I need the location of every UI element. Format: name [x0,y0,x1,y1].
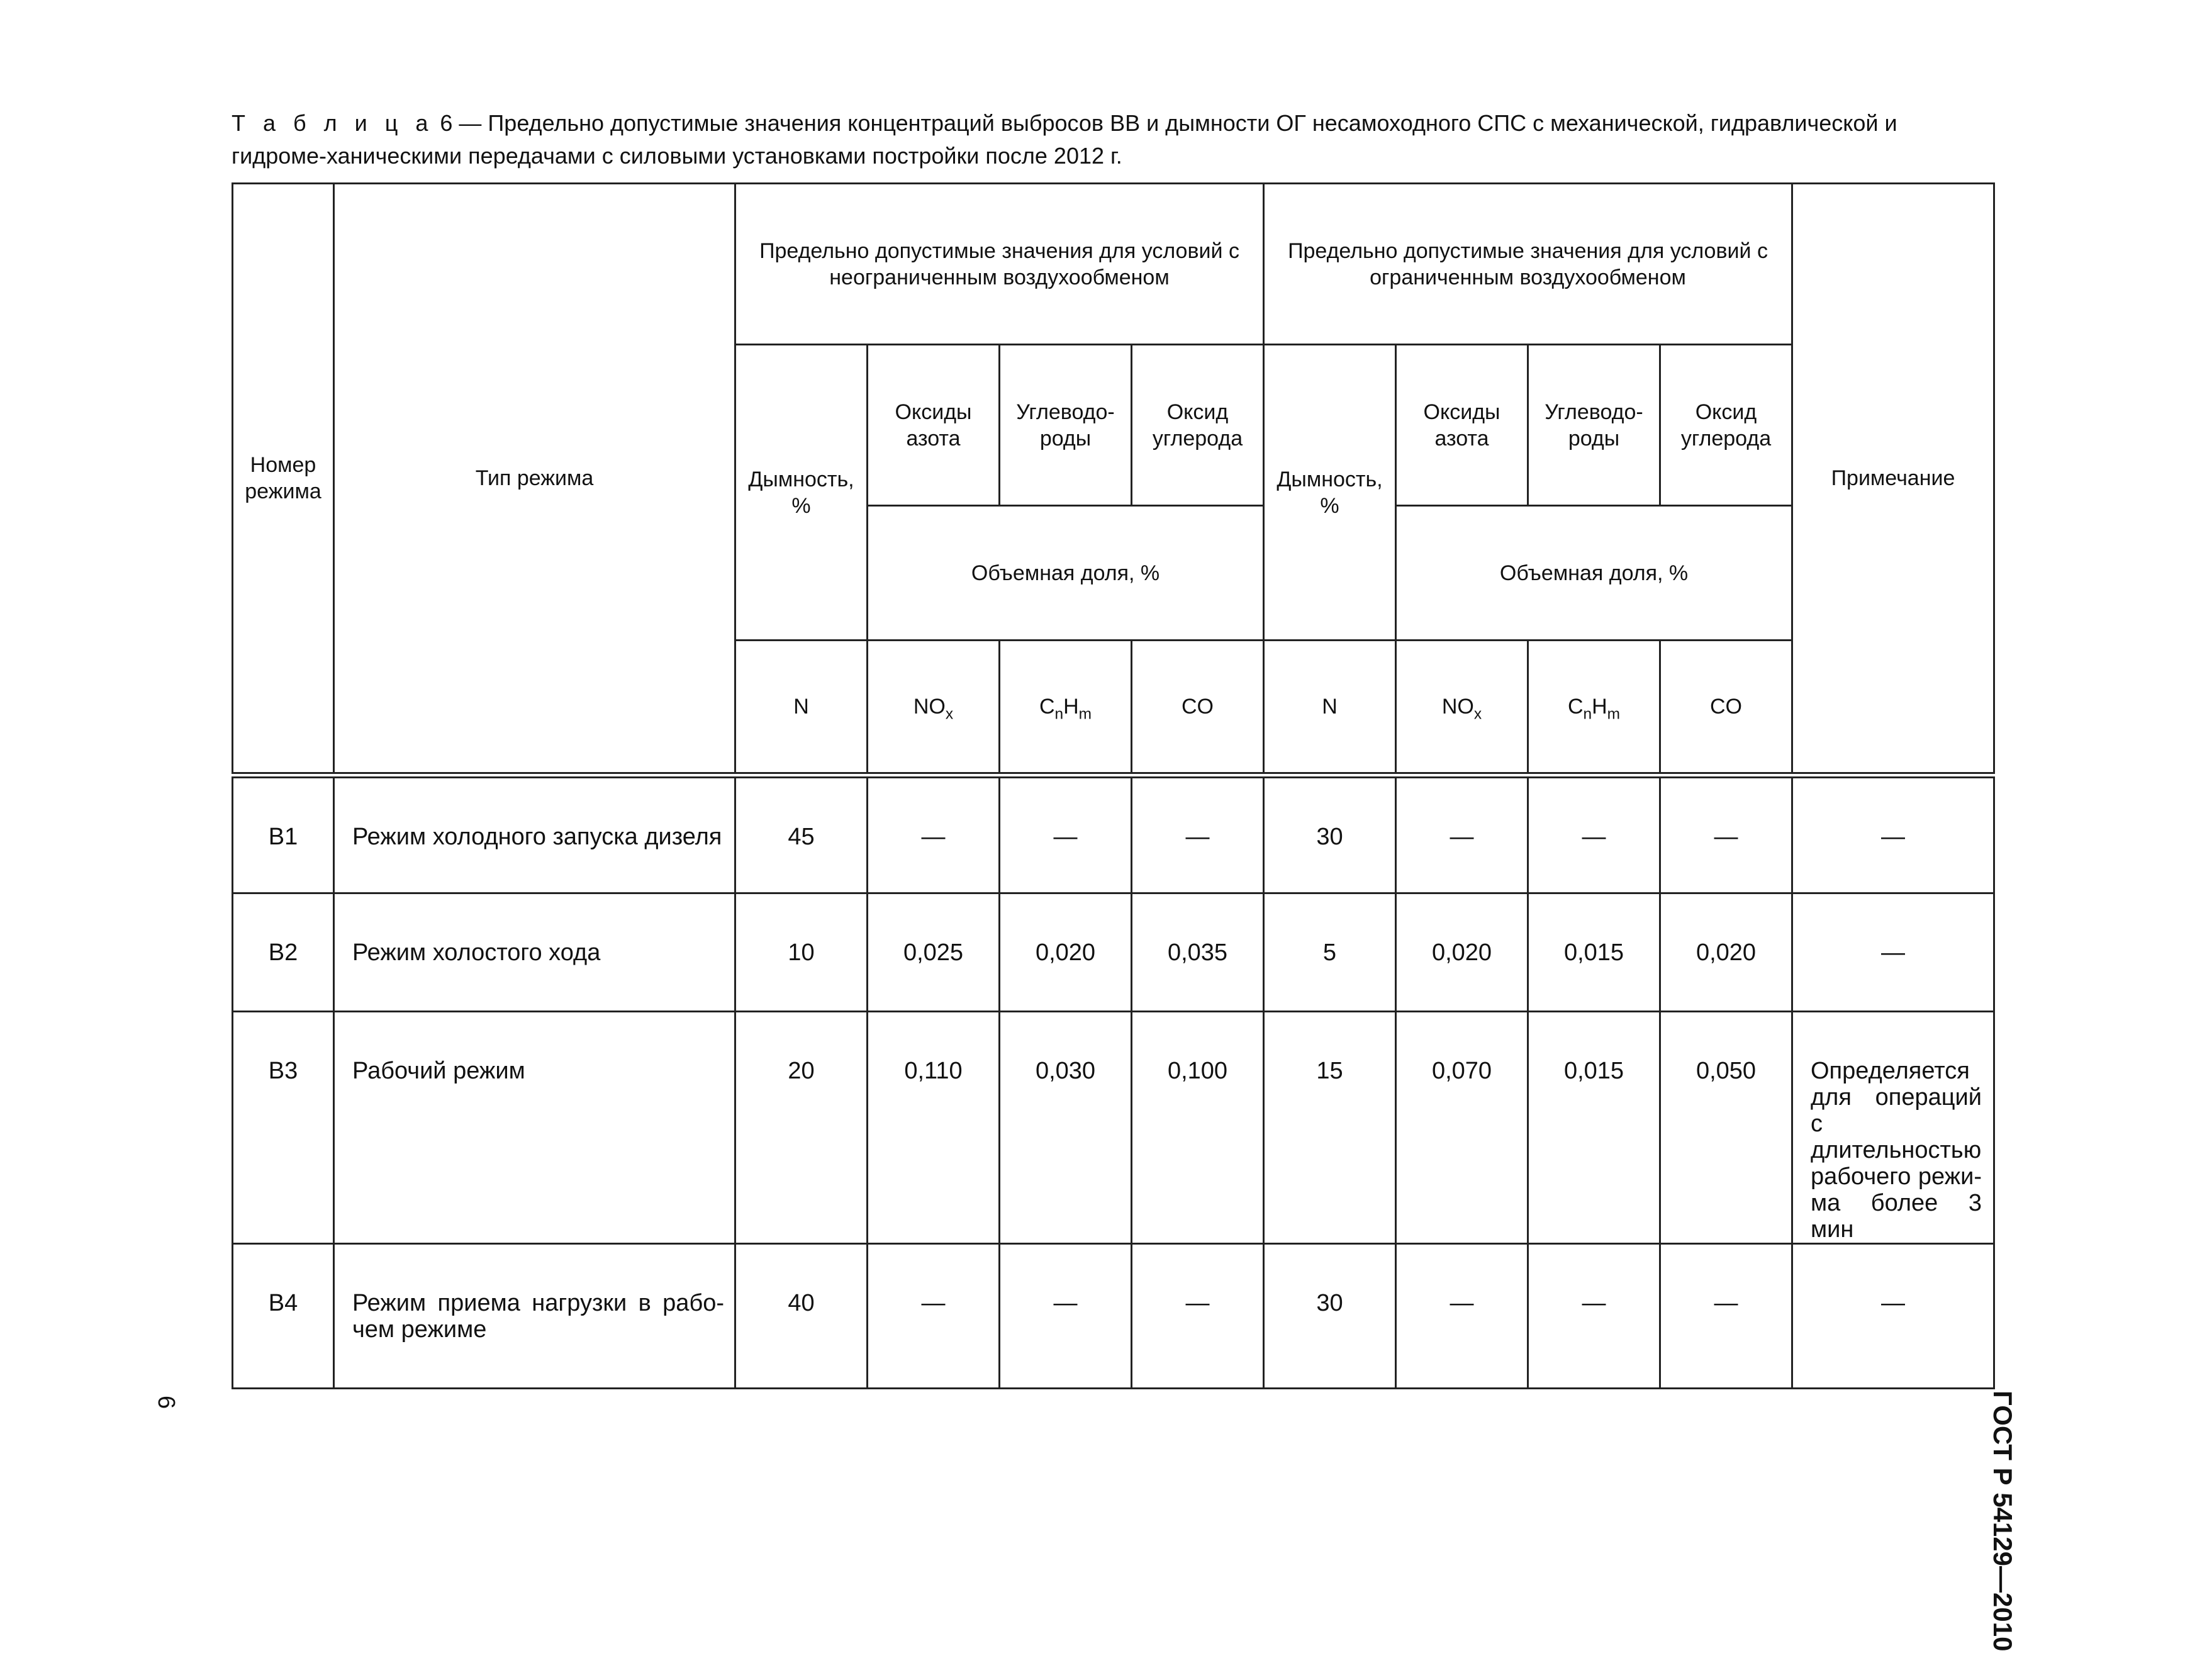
header-co-limited: Оксид углерода [1660,345,1792,506]
hc-unlimited: — [1000,1244,1132,1389]
header-smoke-limited: Дымность, % [1264,345,1396,641]
row-note: — [1792,893,1994,1012]
mode-type: Рабочий режим [334,1012,735,1244]
hc-unlimited: 0,030 [1000,1012,1132,1244]
symbol-cnhm-unlimited: $C_nH_m$ [1000,641,1132,775]
hc-limited: — [1528,1244,1660,1389]
header-group-limited: Предельно допустимые значения для условий с ограниченным воздухообменом [1264,184,1792,345]
caption-text: 6 — Предельно допустимые значения концентраций выбросов ВВ и дымности ОГ несамоходного СПС с механической, гидравлической и гидроме-ханическими передачами с силовыми установками постройки после 2012 г. [232,110,1897,169]
smoke-unlimited: 40 [735,1244,868,1389]
symbol-co-unlimited: CO [1132,641,1264,775]
symbol-n-unlimited: N [735,641,868,775]
symbol-cnhm-limited: $C_nH_m$ [1528,641,1660,775]
symbol-co-limited: CO [1660,641,1792,775]
header-mode-type: Тип режима [334,184,735,775]
smoke-limited: 30 [1264,775,1396,893]
nox-limited: — [1396,1244,1528,1389]
symbol-nox-limited: $NO_x$ [1396,641,1528,775]
hc-limited: 0,015 [1528,1012,1660,1244]
co-unlimited: — [1132,1244,1264,1389]
nox-limited: 0,070 [1396,1012,1528,1244]
co-unlimited: 0,100 [1132,1012,1264,1244]
mode-type: Режим холостого хода [334,893,735,1012]
co-unlimited: — [1132,775,1264,893]
nox-limited: 0,020 [1396,893,1528,1012]
emissions-table [232,182,1995,1389]
smoke-limited: 15 [1264,1012,1396,1244]
smoke-unlimited: 45 [735,775,868,893]
row-note: — [1792,1244,1994,1389]
co-limited: 0,050 [1660,1012,1792,1244]
nox-limited: — [1396,775,1528,893]
co-limited: — [1660,1244,1792,1389]
symbol-nox-unlimited: $NO_x$ [868,641,1000,775]
header-co-unlimited: Оксид углерода [1132,345,1264,506]
hc-unlimited: 0,020 [1000,893,1132,1012]
symbol-n-limited: N [1264,641,1396,775]
mode-no: В2 [233,893,334,1012]
nox-unlimited: — [868,775,1000,893]
co-limited: — [1660,775,1792,893]
header-volume-share-unlimited: Объемная доля, % [868,506,1264,641]
table-row [233,893,1994,1012]
header-hc-unlimited: Углеводо-роды [1000,345,1132,506]
row-note: Определяется для операций с длительностью рабочего режи-ма более 3 мин [1792,1012,1994,1244]
page-number: 6 [153,1396,179,1409]
header-mode-no: Номер режима [233,184,334,775]
table-row [233,1012,1994,1244]
mode-no: В3 [233,1012,334,1244]
header-nox-limited: Оксиды азота [1396,345,1528,506]
smoke-unlimited: 10 [735,893,868,1012]
table-row [233,775,1994,893]
header-nox-unlimited: Оксиды азота [868,345,1000,506]
header-note: Примечание [1792,184,1994,775]
header-smoke-unlimited: Дымность, % [735,345,868,641]
header-group-unlimited: Предельно допустимые значения для условий с неограниченным воздухообменом [735,184,1264,345]
smoke-unlimited: 20 [735,1012,868,1244]
mode-no: В4 [233,1244,334,1389]
hc-unlimited: — [1000,775,1132,893]
mode-no: В1 [233,775,334,893]
header-hc-limited: Углеводо-роды [1528,345,1660,506]
table-row [233,1244,1994,1389]
hc-limited: 0,015 [1528,893,1660,1012]
nox-unlimited: 0,110 [868,1012,1000,1244]
mode-type: Режим приема нагрузки в рабо-чем режиме [334,1244,735,1389]
smoke-limited: 30 [1264,1244,1396,1389]
co-unlimited: 0,035 [1132,893,1264,1012]
co-limited: 0,020 [1660,893,1792,1012]
nox-unlimited: 0,025 [868,893,1000,1012]
caption-label: Т а б л и ц а [232,110,434,136]
header-volume-share-limited: Объемная доля, % [1396,506,1792,641]
standard-designation: ГОСТ Р 54129—2010 [1988,1391,2018,1652]
mode-type: Режим холодного запуска дизеля [334,775,735,893]
table-caption [232,107,1993,172]
row-note: — [1792,775,1994,893]
smoke-limited: 5 [1264,893,1396,1012]
nox-unlimited: — [868,1244,1000,1389]
hc-limited: — [1528,775,1660,893]
